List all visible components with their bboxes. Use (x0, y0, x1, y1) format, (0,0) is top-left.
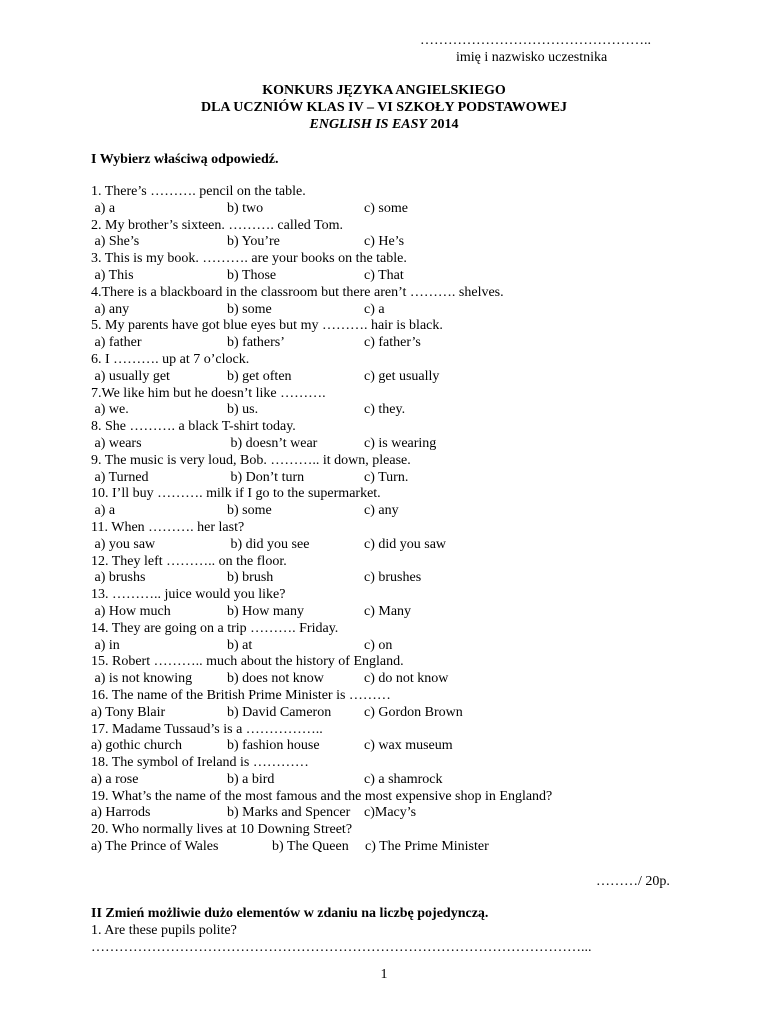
answer-option[interactable]: c) on (364, 637, 393, 653)
contest-edition (0, 116, 768, 133)
question-item (91, 587, 651, 621)
participant-name-label: imię i nazwisko uczestnika (456, 50, 608, 65)
question-text: 5. My parents have got blue eyes but my ………. hair is black. (91, 318, 443, 334)
answer-option[interactable]: a) The Prince of Wales (91, 839, 219, 855)
section-1-heading: I Wybierz właściwą odpowiedź. (91, 152, 279, 167)
question-item (91, 453, 651, 487)
question-item (91, 251, 651, 285)
answer-options (91, 302, 651, 319)
answer-option[interactable]: b) The Queen (272, 839, 349, 855)
question-item (91, 419, 651, 453)
answer-option[interactable]: c) That (364, 267, 404, 283)
answer-options (91, 470, 651, 487)
answer-options (91, 201, 651, 218)
answer-options (91, 638, 651, 655)
answer-option[interactable]: a) Turned (91, 469, 149, 485)
question-text: 1. There’s ………. pencil on the table. (91, 184, 306, 199)
question-item (91, 318, 651, 352)
answer-option[interactable]: a) any (91, 301, 130, 317)
question-text: 6. I ………. up at 7 o’clock. (91, 351, 250, 367)
answer-option[interactable]: c)Macy’s (364, 805, 417, 821)
section-2-question-1: 1. Are these pupils polite? (91, 923, 237, 938)
answer-option[interactable]: c) brushes (364, 570, 422, 586)
answer-option[interactable]: b) fashion house (227, 738, 320, 754)
answer-option[interactable]: b) at (227, 637, 253, 653)
answer-option[interactable]: a) a (91, 503, 116, 519)
answer-option[interactable]: b) Don’t turn (227, 469, 305, 485)
question-text: 2. My brother’s sixteen. ………. called Tom. (91, 217, 344, 233)
answer-option[interactable]: a) we. (91, 402, 129, 418)
question-item (91, 486, 651, 520)
answer-options (91, 402, 651, 419)
answer-option[interactable]: c) a shamrock (364, 771, 443, 787)
answer-option[interactable]: c) Gordon Brown (364, 704, 463, 720)
answer-option[interactable]: b) does not know (227, 671, 324, 687)
answer-options (91, 705, 651, 722)
question-text: 9. The music is very loud, Bob. ……….. it down, please. (91, 452, 411, 468)
answer-options (91, 738, 651, 755)
answer-option[interactable]: b) You’re (227, 234, 280, 250)
question-item (91, 621, 651, 655)
section-1-score: ………/ 20p. (596, 874, 670, 889)
page-number: 1 (380, 967, 388, 982)
answer-option[interactable]: b) a bird (227, 771, 275, 787)
answer-option[interactable]: b) us. (227, 402, 259, 418)
answer-blank-line[interactable]: ……………………………………………………………………………………………... (91, 940, 592, 955)
answer-option[interactable]: c) father’s (364, 335, 421, 351)
question-text: 15. Robert ……….. much about the history of England. (91, 654, 404, 670)
answer-option[interactable]: c) wax museum (364, 738, 453, 754)
answer-options (91, 772, 651, 789)
question-item (91, 184, 651, 218)
contest-edition-name: ENGLISH IS EASY (309, 117, 427, 132)
answer-option[interactable]: b) fathers’ (227, 335, 285, 351)
answer-options (91, 436, 651, 453)
contest-subtitle: DLA UCZNIÓW KLAS IV – VI SZKOŁY PODSTAWOWEJ (200, 100, 568, 115)
answer-options (91, 369, 651, 386)
question-item (91, 722, 651, 756)
answer-option[interactable]: b) did you see (227, 536, 310, 552)
question-item (91, 822, 651, 856)
answer-option[interactable]: a) in (91, 637, 120, 653)
answer-option[interactable]: b) Those (227, 267, 277, 283)
question-text: 16. The name of the British Prime Minister is ……… (91, 687, 391, 703)
answer-option[interactable]: c) Many (364, 603, 412, 619)
contest-title: KONKURS JĘZYKA ANGIELSKIEGO (262, 83, 506, 98)
answer-option[interactable]: a) father (91, 335, 142, 351)
answer-option[interactable]: a) a (91, 200, 116, 216)
answer-options (91, 839, 651, 856)
question-text: 10. I’ll buy ………. milk if I go to the supermarket. (91, 486, 381, 502)
question-text: 7.We like him but he doesn’t like ………. (91, 385, 326, 401)
question-text: 12. They left ……….. on the floor. (91, 553, 287, 569)
question-list (91, 184, 651, 856)
answer-option[interactable]: a) She’s (91, 234, 140, 250)
answer-option[interactable]: b) two (227, 200, 264, 216)
question-text: 4.There is a blackboard in the classroom but there aren’t ………. shelves. (91, 284, 504, 300)
answer-option[interactable]: c) did you saw (364, 536, 447, 552)
answer-option[interactable]: b) David Cameron (227, 704, 332, 720)
answer-option[interactable]: c) do not know (364, 671, 449, 687)
answer-option[interactable]: a) is not knowing (91, 671, 193, 687)
question-text: 3. This is my book. ………. are your books on the table. (91, 251, 407, 267)
question-item (91, 554, 651, 588)
answer-option[interactable]: c) any (364, 503, 399, 519)
question-text: 18. The symbol of Ireland is ………… (91, 755, 309, 771)
answer-options (91, 268, 651, 285)
answer-option[interactable]: a) usually get (91, 368, 170, 384)
question-item (91, 285, 651, 319)
question-text: 11. When ………. her last? (91, 519, 245, 535)
answer-option[interactable]: b) doesn’t wear (227, 435, 318, 451)
question-item (91, 789, 651, 823)
answer-option[interactable]: b) brush (227, 570, 274, 586)
answer-option[interactable]: a) Harrods (91, 805, 151, 821)
answer-option[interactable]: c) He’s (364, 234, 405, 250)
answer-option[interactable]: b) some (227, 301, 272, 317)
answer-option[interactable]: b) How many (227, 603, 304, 619)
contest-year: 2014 (426, 117, 459, 132)
answer-option[interactable]: c) is wearing (364, 435, 437, 451)
question-text: 19. What’s the name of the most famous and the most expensive shop in England? (91, 788, 553, 804)
answer-options (91, 503, 651, 520)
question-item (91, 218, 651, 252)
answer-option[interactable]: a) you saw (91, 536, 156, 552)
answer-option[interactable]: c) a (364, 301, 385, 317)
answer-option[interactable]: c) they. (364, 402, 406, 418)
answer-options (91, 671, 651, 688)
question-text: 17. Madame Tussaud’s is a …………….. (91, 721, 323, 737)
answer-option[interactable]: b) Marks and Spencer (227, 805, 351, 821)
question-item (91, 654, 651, 688)
answer-option[interactable]: c) The Prime Minister (365, 839, 489, 855)
answer-option[interactable]: a) Tony Blair (91, 704, 166, 720)
answer-option[interactable]: c) Turn. (364, 469, 409, 485)
question-text: 20. Who normally lives at 10 Downing Street? (91, 822, 353, 838)
answer-option[interactable]: a) brushs (91, 570, 146, 586)
question-item (91, 688, 651, 722)
answer-option[interactable]: a) a rose (91, 771, 139, 787)
answer-options (91, 234, 651, 251)
answer-options (91, 805, 651, 822)
question-item (91, 520, 651, 554)
answer-option[interactable]: b) some (227, 503, 272, 519)
question-item (91, 352, 651, 386)
question-item (91, 755, 651, 789)
answer-options (91, 335, 651, 352)
question-text: 13. ……….. juice would you like? (91, 587, 286, 603)
section-2-heading: II Zmień możliwie dużo elementów w zdaniu na liczbę pojedynczą. (91, 906, 489, 921)
participant-name-blank[interactable]: ………………………………………….. (420, 33, 651, 48)
answer-option[interactable]: a) How much (91, 603, 171, 619)
answer-options (91, 604, 651, 621)
question-text: 14. They are going on a trip ………. Friday. (91, 620, 339, 636)
question-text: 8. She ………. a black T-shirt today. (91, 419, 296, 435)
answer-option[interactable]: a) gothic church (91, 738, 182, 754)
answer-option[interactable]: c) get usually (364, 368, 440, 384)
answer-option[interactable]: b) get often (227, 368, 292, 384)
answer-options (91, 570, 651, 587)
question-item (91, 386, 651, 420)
answer-option[interactable]: a) This (91, 267, 134, 283)
answer-option[interactable]: c) some (364, 200, 408, 216)
answer-option[interactable]: a) wears (91, 435, 142, 451)
answer-options (91, 537, 651, 554)
